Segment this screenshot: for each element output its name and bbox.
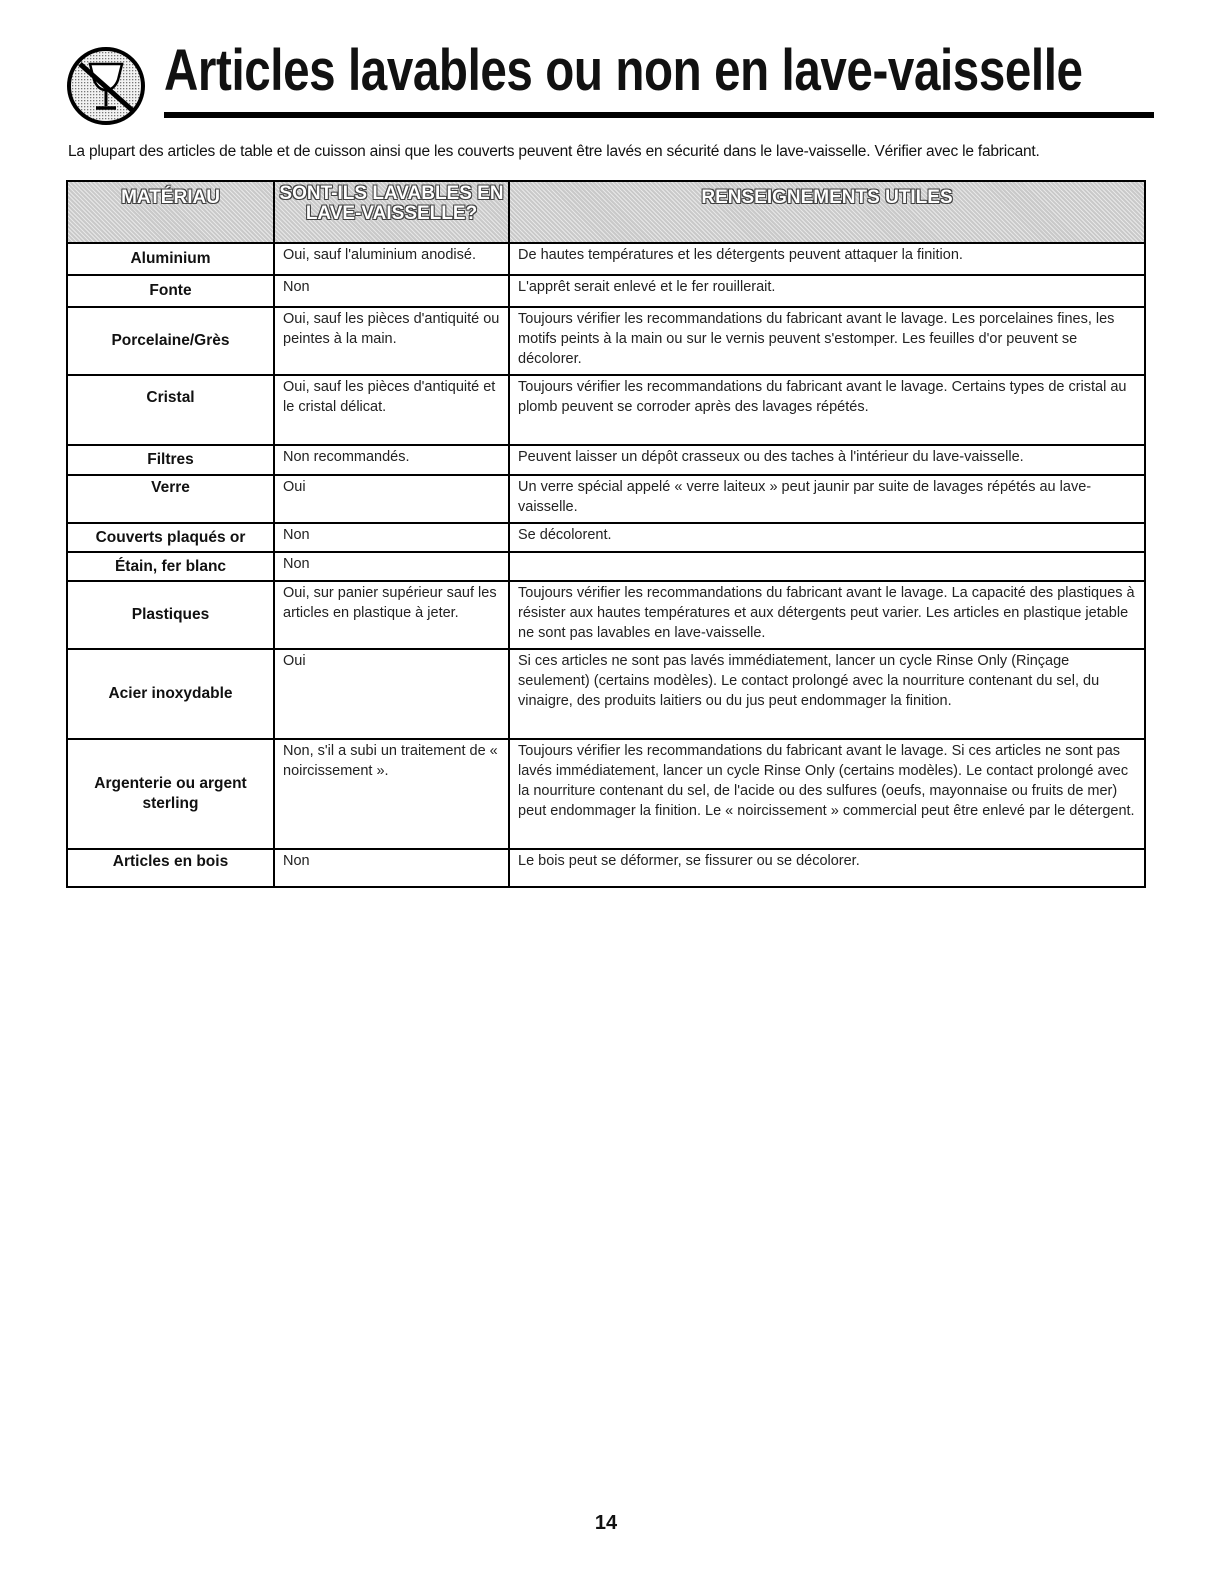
material-cell: Articles en bois <box>67 849 274 887</box>
washable-cell: Non <box>274 523 509 552</box>
intro-paragraph: La plupart des articles de table et de cuisson ainsi que les couverts peuvent être lavés en sécurité dans le lave-vaisselle. Vérifier avec le fabricant. <box>68 143 1040 160</box>
material-cell: Couverts plaqués or <box>67 523 274 552</box>
info-cell: De hautes températures et les détergents peuvent attaquer la finition. <box>509 243 1145 275</box>
washable-cell: Oui, sauf les pièces d'antiquité ou peintes à la main. <box>274 307 509 375</box>
info-cell: Toujours vérifier les recommandations du fabricant avant le lavage. La capacité des plastiques à résister aux hautes températures et aux détergents peut varier. Les articles en plastique jetable ne sont pas lavables en lave-vaisselle. <box>509 581 1145 649</box>
washable-cell: Oui <box>274 649 509 739</box>
material-cell: Verre <box>67 475 274 523</box>
washable-cell: Oui <box>274 475 509 523</box>
material-cell: Porcelaine/Grès <box>67 307 274 375</box>
table-row <box>67 523 1145 552</box>
material-cell: Plastiques <box>67 581 274 649</box>
crossed-out-wine-glass-icon <box>66 46 146 126</box>
washable-cell: Non recommandés. <box>274 445 509 475</box>
info-cell: Un verre spécial appelé « verre laiteux » peut jaunir par suite de lavages répétés au lave-vaisselle. <box>509 475 1145 523</box>
table-row <box>67 243 1145 275</box>
washable-cell: Non, s'il a subi un traitement de « noircissement ». <box>274 739 509 849</box>
page-title: Articles lavables ou non en lave-vaisselle <box>164 38 1083 103</box>
title-divider <box>164 112 1154 118</box>
info-cell: Le bois peut se déformer, se fissurer ou se décolorer. <box>509 849 1145 887</box>
table-row <box>67 275 1145 307</box>
material-cell: Aluminium <box>67 243 274 275</box>
table-row <box>67 739 1145 849</box>
table-row <box>67 375 1145 445</box>
info-cell: L'apprêt serait enlevé et le fer rouillerait. <box>509 275 1145 307</box>
table-row <box>67 849 1145 887</box>
table-row <box>67 445 1145 475</box>
washable-cell: Non <box>274 849 509 887</box>
washable-cell: Oui, sur panier supérieur sauf les articles en plastique à jeter. <box>274 581 509 649</box>
info-cell: Toujours vérifier les recommandations du fabricant avant le lavage. Les porcelaines fines, les motifs peints à la main ou sur le vernis peuvent s'estomper. Les feuilles d'or peuvent se décolorer. <box>509 307 1145 375</box>
column-header-washable: SONT-ILS LAVABLES EN LAVE-VAISSELLE? <box>274 181 509 243</box>
table-row <box>67 307 1145 375</box>
info-cell: Peuvent laisser un dépôt crasseux ou des taches à l'intérieur du lave-vaisselle. <box>509 445 1145 475</box>
table-header-row <box>67 181 1145 243</box>
washable-cell: Non <box>274 552 509 581</box>
column-header-material: MATÉRIAU <box>67 181 274 243</box>
dishwasher-safe-table <box>66 180 1144 888</box>
table-row <box>67 475 1145 523</box>
material-cell: Fonte <box>67 275 274 307</box>
washable-cell: Oui, sauf l'aluminium anodisé. <box>274 243 509 275</box>
table-row <box>67 649 1145 739</box>
info-cell: Si ces articles ne sont pas lavés immédiatement, lancer un cycle Rinse Only (Rinçage seulement) (certains modèles). Le contact prolongé avec la nourriture contenant du sel, du vinaigre, des produits laitiers ou du jus peut endommager la finition. <box>509 649 1145 739</box>
title-block <box>66 36 1086 122</box>
material-cell: Étain, fer blanc <box>67 552 274 581</box>
page-number: 14 <box>594 1512 618 1534</box>
material-cell: Acier inoxydable <box>67 649 274 739</box>
material-cell: Cristal <box>67 375 274 445</box>
material-cell: Filtres <box>67 445 274 475</box>
info-cell <box>509 552 1145 581</box>
info-cell: Toujours vérifier les recommandations du fabricant avant le lavage. Certains types de cristal au plomb peuvent se corroder après des lavages répétés. <box>509 375 1145 445</box>
material-cell: Argenterie ou argent sterling <box>67 739 274 849</box>
info-cell: Toujours vérifier les recommandations du fabricant avant le lavage. Si ces articles ne sont pas lavés immédiatement, lancer un cycle Rinse Only (certains modèles). Le contact prolongé avec la nourriture contenant du sel, de l'acide ou des sulfures (oeufs, mayonnaise ou fruits de mer) peut endommager la finition. Le « noircissement » commercial peut être enlevé par le détergent. <box>509 739 1145 849</box>
washable-cell: Oui, sauf les pièces d'antiquité et le cristal délicat. <box>274 375 509 445</box>
info-cell: Se décolorent. <box>509 523 1145 552</box>
table-row <box>67 552 1145 581</box>
washable-cell: Non <box>274 275 509 307</box>
column-header-info: RENSEIGNEMENTS UTILES <box>509 181 1145 243</box>
table-row <box>67 581 1145 649</box>
